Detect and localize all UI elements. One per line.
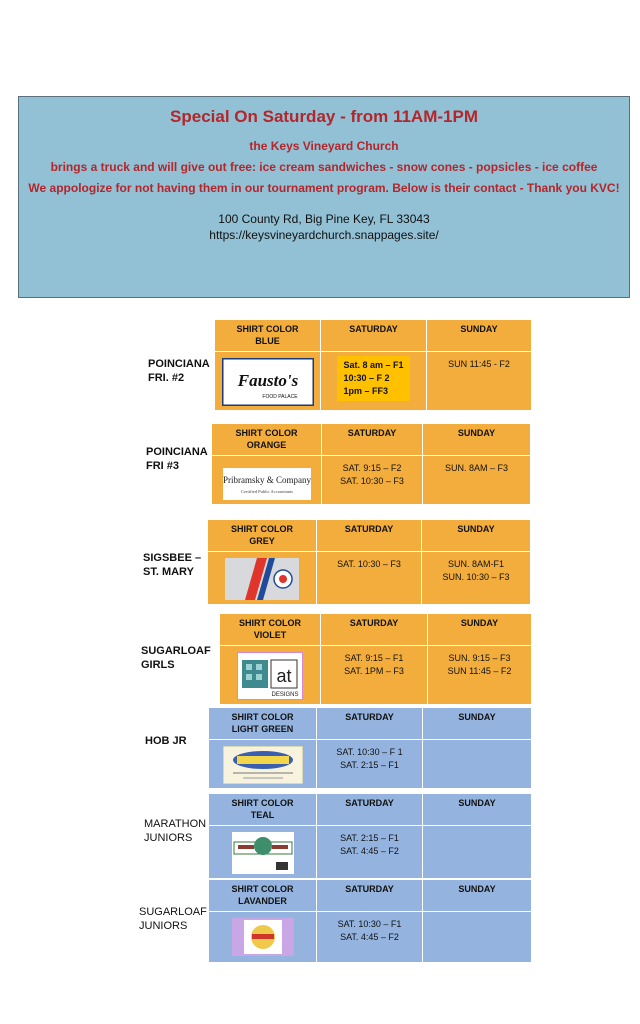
shirt-color: VIOLET [253, 630, 287, 640]
team-name [145, 734, 187, 748]
team-name-line1: SUGARLOAF [139, 906, 207, 918]
svg-text:Pribramsky & Company: Pribramsky & Company [222, 475, 311, 485]
team-name-line1: SIGSBEE – [143, 552, 202, 564]
team-name-line1: POINCIANA [146, 446, 208, 458]
saturday-times: SAT. 2:15 – F1 SAT. 4:45 – F2 [317, 826, 423, 879]
shirt-color: LIGHT GREEN [231, 724, 294, 734]
team-name [143, 551, 201, 579]
team-name-line2: ST. MARY [143, 566, 194, 578]
saturday-times: SAT. 9:15 – F1 SAT. 1PM – F3 [321, 646, 428, 705]
shirt-color: ORANGE [246, 440, 287, 450]
team-name-line1: HOB JR [145, 735, 187, 747]
saturday-times: SAT. 10:30 – F 1 SAT. 2:15 – F1 [317, 740, 423, 789]
sunday-header: SUNDAY [423, 880, 532, 912]
faustos-logo [222, 358, 314, 406]
shirt-color-header: SHIRT COLOR LIGHT GREEN [209, 708, 317, 740]
team-name [139, 905, 207, 933]
banner-contact [19, 211, 629, 243]
banner-offer: brings a truck and will give out free: ice cream sandwiches - snow cones - popsicles - ice coffee [50, 160, 598, 174]
shirt-color-header: SHIRT COLOR GREY [208, 520, 317, 552]
schedule-table [208, 879, 532, 963]
team-name-line1: SUGARLOAF [141, 645, 211, 657]
team-name-line2: GIRLS [141, 659, 175, 671]
sunday-times: SUN. 9:15 – F3 SUN 11:45 – F2 [428, 646, 532, 705]
team-name-line2: JUNIORS [139, 920, 188, 932]
sunday-times [423, 740, 532, 789]
saturday-times: SAT. 9:15 – F2 SAT. 10:30 – F3 [322, 456, 423, 505]
sponsor-logo-cell [208, 552, 317, 605]
shirt-color: LAVANDER [238, 896, 287, 906]
hob-sponsor-logo [223, 746, 303, 784]
team-name-line2: FRI #3 [146, 460, 180, 472]
sunday-times: SUN. 8AM-F1 SUN. 10:30 – F3 [422, 552, 531, 605]
schedule-table [214, 319, 532, 411]
saturday-header: SATURDAY [317, 880, 423, 912]
sunday-header: SUNDAY [428, 614, 532, 646]
sponsor-logo-cell [215, 352, 321, 411]
team-name-line1: MARATHON [144, 818, 207, 830]
saturday-times: SAT. 10:30 – F1 SAT. 4:45 – F2 [317, 912, 423, 963]
pribramsky-logo [223, 468, 311, 500]
highlighted-times: Sat. 8 am – F1 10:30 – F 2 1pm – FF3 [337, 356, 409, 401]
svg-text:Fausto's: Fausto's [237, 371, 298, 390]
sponsor-logo-cell [209, 740, 317, 789]
banner-church: the Keys Vineyard Church [249, 139, 399, 153]
shirt-color-header: SHIRT COLOR TEAL [209, 794, 317, 826]
sunday-header: SUNDAY [423, 794, 532, 826]
saturday-header: SATURDAY [321, 614, 428, 646]
banner-url[interactable]: https://keysvineyardchurch.snappages.site/ [209, 228, 439, 242]
shirt-color: TEAL [250, 810, 275, 820]
sponsor-logo-cell [212, 456, 322, 505]
saturday-header: SATURDAY [317, 520, 422, 552]
sunday-header: SUNDAY [423, 424, 531, 456]
team-name [148, 357, 210, 385]
saturday-header: SATURDAY [322, 424, 423, 456]
team-name [146, 445, 208, 473]
sunday-times [423, 826, 532, 879]
sponsor-logo-cell [220, 646, 321, 705]
svg-text:DESIGNS: DESIGNS [271, 692, 299, 698]
sponsor-logo-cell [209, 826, 317, 879]
sunday-times: SUN. 8AM – F3 [423, 456, 531, 505]
sunday-header: SUNDAY [423, 708, 532, 740]
saturday-header: SATURDAY [321, 320, 427, 352]
coast-guard-logo [225, 558, 299, 600]
sunday-times [423, 912, 532, 963]
schedule-table [208, 793, 532, 879]
sunday-header: SUNDAY [422, 520, 531, 552]
team-name [144, 817, 206, 845]
schedule-table [211, 423, 531, 505]
shirt-color-header: SHIRT COLOR VIOLET [220, 614, 321, 646]
schedule-table [208, 707, 532, 789]
shirt-color: BLUE [255, 336, 280, 346]
saturday-header: SATURDAY [317, 708, 423, 740]
svg-text:at: at [276, 666, 292, 686]
shirt-color: GREY [249, 536, 275, 546]
shirt-color-header: SHIRT COLOR ORANGE [212, 424, 322, 456]
svg-text:FOOD PALACE: FOOD PALACE [261, 394, 298, 400]
sugarloaf-juniors-logo [232, 918, 294, 956]
at-designs-logo [237, 652, 303, 700]
kvc-banner [18, 96, 630, 298]
team-name [141, 644, 211, 672]
saturday-times: SAT. 10:30 – F3 [317, 552, 422, 605]
banner-title: Special On Saturday - from 11AM-1PM [170, 107, 478, 126]
sunday-times: SUN 11:45 - F2 [427, 352, 532, 411]
saturday-header: SATURDAY [317, 794, 423, 826]
team-name-line1: POINCIANA [148, 358, 210, 370]
shirt-color-header: SHIRT COLOR LAVANDER [209, 880, 317, 912]
banner-apology: We appologize for not having them in our tournament program. Below is their contact - Thank you KVC! [28, 181, 620, 195]
shirt-color-header: SHIRT COLOR BLUE [215, 320, 321, 352]
schedule-table [207, 519, 531, 605]
sunday-header: SUNDAY [427, 320, 532, 352]
sponsor-logo-cell [209, 912, 317, 963]
schedule-table [219, 613, 532, 705]
team-name-line2: JUNIORS [144, 832, 193, 844]
banner-address: 100 County Rd, Big Pine Key, FL 33043 [218, 212, 430, 226]
saturday-times [321, 352, 427, 411]
marathon-mermaid-logo [232, 832, 294, 874]
team-name-line2: FRI. #2 [148, 372, 185, 384]
svg-text:Certified Public Accountants: Certified Public Accountants [240, 489, 293, 494]
